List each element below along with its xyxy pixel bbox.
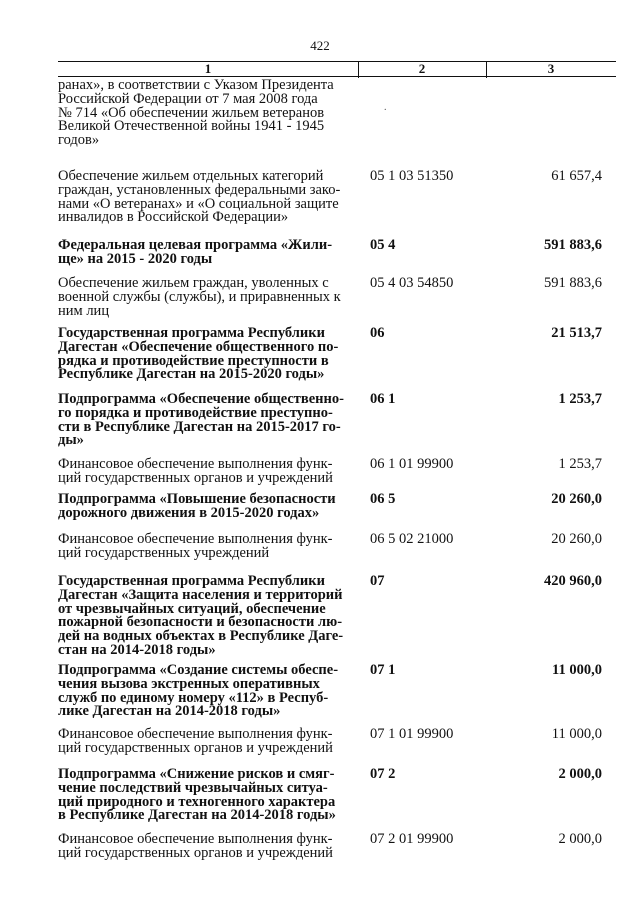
page-number: 422: [310, 38, 330, 53]
header-divider: [358, 62, 359, 78]
row-amount: 591 883,6: [544, 237, 602, 253]
row-amount: 20 260,0: [551, 531, 602, 547]
row-description: Обеспечение жильем граждан, уволенных с военной службы (службы), и приравненных к ним лиц: [58, 275, 341, 319]
row-code: 06 5: [370, 491, 396, 507]
row-amount: 591 883,6: [544, 275, 602, 291]
row-description: Обеспечение жильем отдельных категорий граждан, установленных федеральными зако- нами «О ветеранах» и «О социальной защите инвалидов в Российской Федерации»: [58, 168, 341, 226]
row-description: Государственная программа Республики Дагестан «Обеспечение общественного по- рядка и противодействие преступности в Республике Дагестан на 2015-2020 годы»: [58, 325, 339, 383]
row-description: Федеральная целевая программа «Жили- ще» на 2015 - 2020 годы: [58, 237, 333, 267]
row-amount: 11 000,0: [552, 662, 602, 678]
row-description: ранах», в соответствии с Указом Президента Российской Федерации от 7 мая 2008 года № 714 «Об обеспечении жильем ветеранов Великой Отечественной войны 1941 - 1945 годов»: [58, 77, 334, 149]
row-amount: 11 000,0: [551, 726, 602, 742]
row-description: Финансовое обеспечение выполнения функ- ций государственных органов и учреждений: [58, 726, 333, 756]
row-amount: 21 513,7: [551, 325, 602, 341]
row-code: 06 5 02 21000: [370, 531, 454, 547]
row-amount: 1 253,7: [558, 391, 602, 407]
row-description: Подпрограмма «Повышение безопасности дорожного движения в 2015-2020 годах»: [58, 491, 336, 521]
row-code: 07 2 01 99900: [370, 831, 454, 847]
row-code: 06 1: [370, 391, 396, 407]
row-description: Финансовое обеспечение выполнения функ- ций государственных органов и учреждений: [58, 831, 333, 861]
row-code: 07 1: [370, 662, 396, 678]
row-code: 06 1 01 99900: [370, 456, 454, 472]
header-col-2: 2: [418, 61, 426, 76]
row-code: 06: [370, 325, 385, 341]
row-description: Подпрограмма «Снижение рисков и смяг- чение последствий чрезвычайных ситуа- ций природного и техногенного характера в Республике Дагестан на 2014-2018 годы»: [58, 766, 336, 824]
row-amount: 2 000,0: [558, 831, 602, 847]
row-amount: 2 000,0: [558, 766, 602, 782]
row-code: 07 1 01 99900: [370, 726, 454, 742]
row-code: 07 2: [370, 766, 396, 782]
header-col-1: 1: [204, 61, 212, 76]
row-amount: 20 260,0: [551, 491, 602, 507]
row-code: 05 4: [370, 237, 396, 253]
row-description: Финансовое обеспечение выполнения функ- ций государственных учреждений: [58, 531, 333, 561]
row-amount: 61 657,4: [551, 168, 602, 184]
row-code: 05 4 03 54850: [370, 275, 454, 291]
row-description: Финансовое обеспечение выполнения функ- ций государственных органов и учреждений: [58, 456, 333, 486]
budget-table: [58, 61, 616, 861]
row-description: Подпрограмма «Обеспечение общественно- го порядка и противодействие преступно- сти в Республике Дагестан на 2015-2017 го- ды»: [58, 391, 344, 449]
row-description: Подпрограмма «Создание системы обеспе- чения вызова экстренных оперативных служб по единому номеру «112» в Респуб- лике Дагестан на 2014-2018 годы»: [58, 662, 339, 720]
table-header: [58, 61, 616, 77]
row-amount: 420 960,0: [544, 573, 602, 589]
header-divider: [486, 62, 487, 78]
row-amount: 1 253,7: [558, 456, 602, 472]
row-code: 07: [370, 573, 385, 589]
scan-mark: .: [384, 102, 387, 113]
row-code: 05 1 03 51350: [370, 168, 454, 184]
row-description: Государственная программа Республики Дагестан «Защита населения и территорий от чрезвычайных ситуаций, обеспечение пожарной безопасности и безопасности лю- дей на водных объектах в Республике Даге- стан на 2014-2018 годы»: [58, 573, 344, 658]
header-col-3: 3: [547, 61, 555, 76]
